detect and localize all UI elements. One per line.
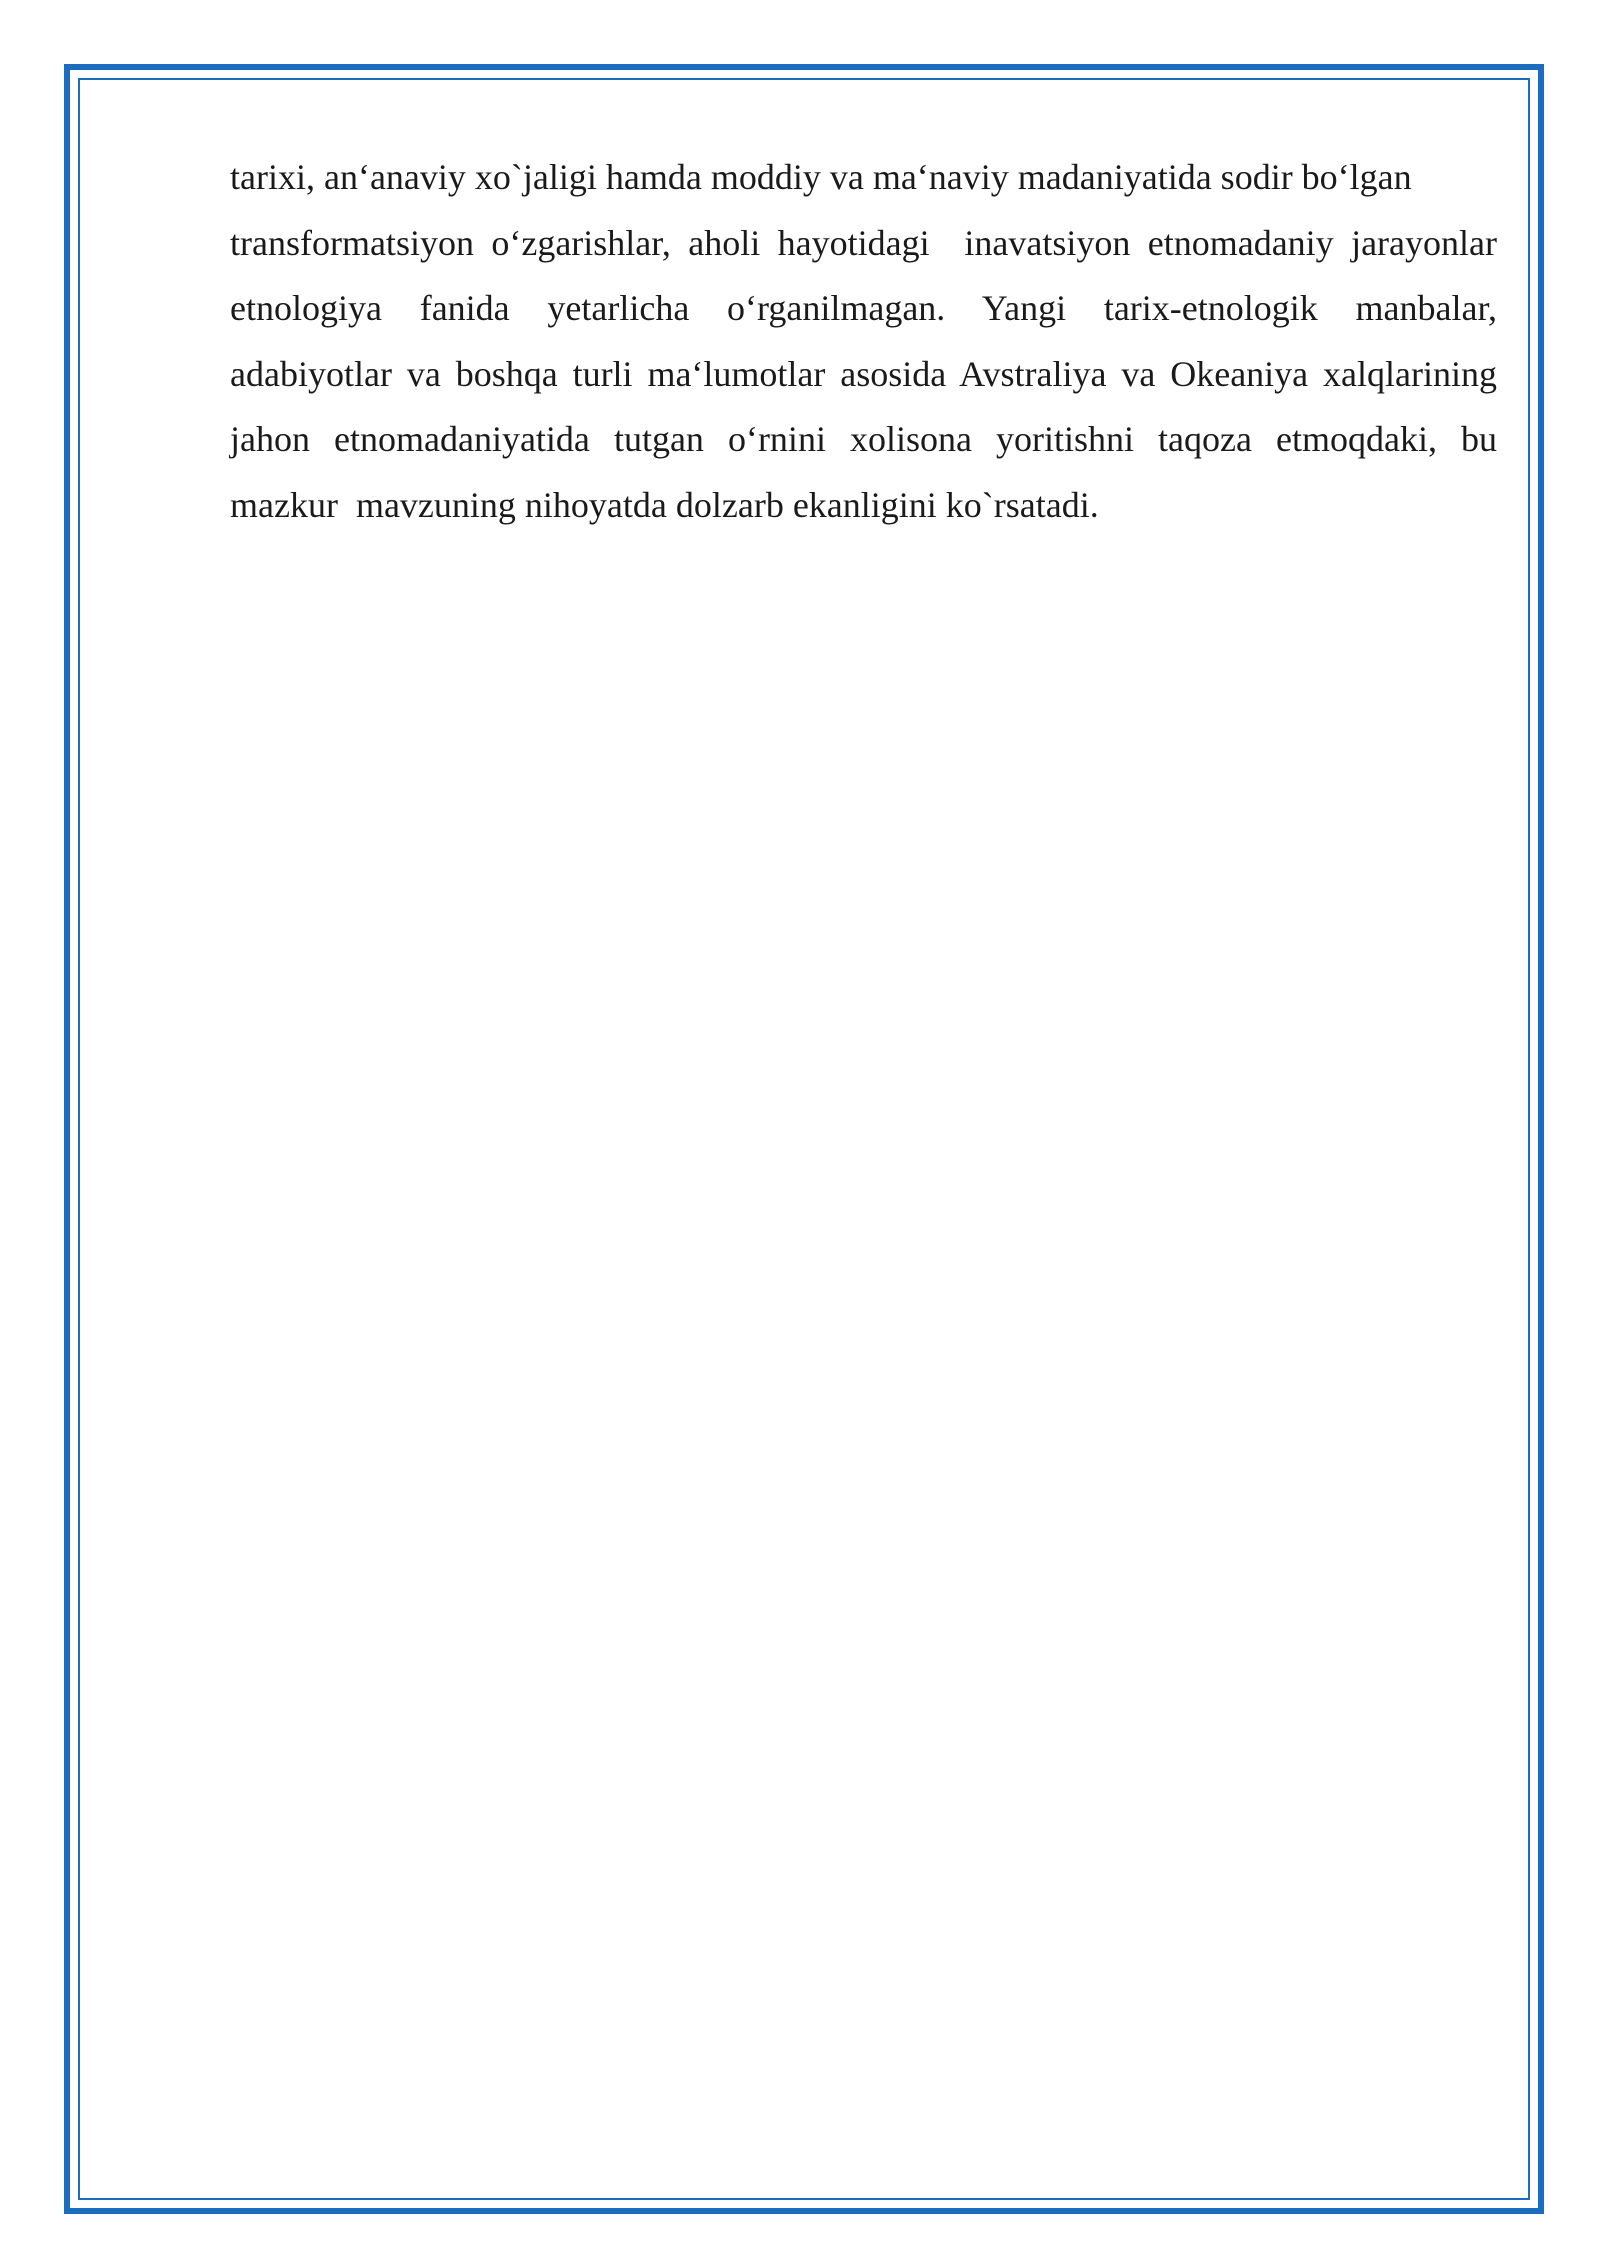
paragraph-line-6: mazkur mavzuning nihoyatda dolzarb ekanligini ko`rsatadi.	[230, 484, 1099, 525]
paragraph-line-3: etnologiya fanida yetarlicha o‘rganilmagan. Yangi tarix-etnologik manbalar,	[230, 288, 1497, 328]
body-paragraph	[230, 145, 1497, 538]
paragraph-line-5: jahon etnomadaniyatida tutgan o‘rnini xolisona yoritishni taqoza etmoqdaki, bu	[230, 419, 1497, 459]
paragraph-line-4: adabiyotlar va boshqa turli ma‘lumotlar asosida Avstraliya va Okeaniya xalqlarining	[230, 353, 1497, 394]
paragraph-line-1: tarixi, an‘anaviy xo`jaligi hamda moddiy va ma‘naviy madaniyatida sodir bo‘lgan	[230, 157, 1412, 197]
paragraph-line-2: transformatsiyon o‘zgarishlar, aholi hayotidagi inavatsiyon etnomadaniy jarayonlar	[230, 222, 1497, 263]
